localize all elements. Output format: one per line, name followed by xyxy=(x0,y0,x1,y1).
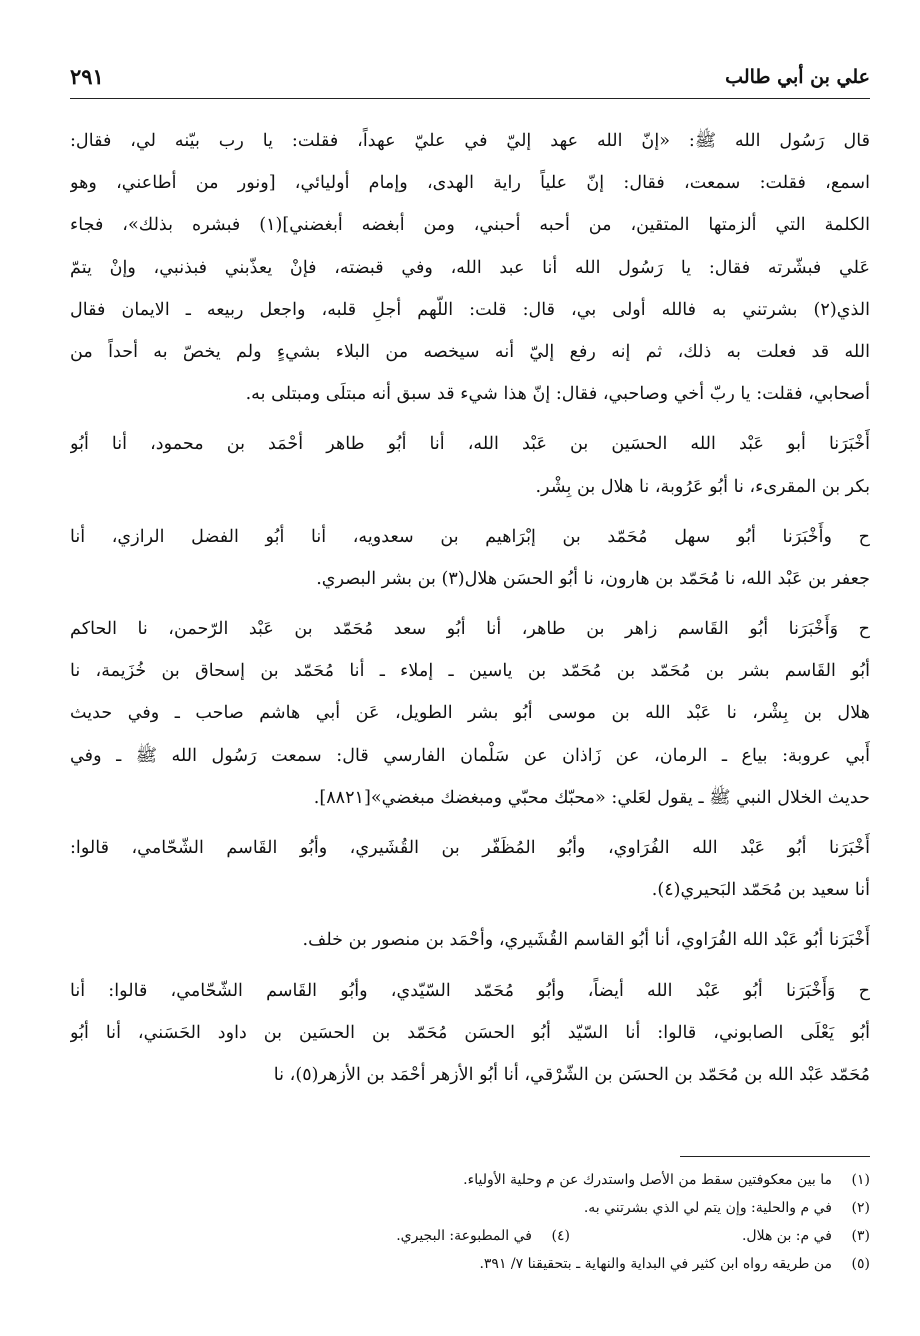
text-line: بكر بن المقرىء، نا أبُو عَرُوبة، نا هلال بن بِشْر. xyxy=(535,476,870,497)
footnote-number: (٤) xyxy=(551,1228,570,1244)
footnote-text: من طريقه رواه ابن كثير في البداية والنهاية ـ بتحقيقنا ٧/ ٣٩١. xyxy=(479,1256,832,1272)
text-line: قال رَسُول الله ﷺ: «إنّ الله عهد إليّ في عليّ عهداً، فقلت: يا رب بيّنه لي، فقال: xyxy=(70,131,870,151)
text-line: هلال بن بِشْر، نا عَبْد الله بن موسى أبُو بشر الطويل، عَن أبي هاشم صاحب ـ وفي حديث xyxy=(70,703,870,724)
text-line: جعفر بن عَبْد الله، نا مُحَمّد بن هارون، نا أبُو الحسَن هلال(٣) بن بشر البصري. xyxy=(316,568,870,589)
text-line: عَلي فبشّرته فقال: يا رَسُول الله أنا عبد الله، وفي قبضته، فإنْ يعذّبني فبذنبي، وإنْ يتمّ xyxy=(70,257,870,278)
text-line: أبُو القَاسم بشر بن مُحَمّد بن مُحَمّد بن ياسين ـ إملاء ـ أنا مُحَمّد بن إسحاق بن خُزَيمة، نا xyxy=(70,661,870,682)
text-line: ح وأَخْبَرَنا أبُو سهل مُحَمّد بن إبْرَاهيم بن سعدويه، أنا أبُو الفضل الرازي، أنا xyxy=(70,526,870,547)
text-line: أَخْبَرَنا أبُو عَبْد الله الفُرَاوي، وأبُو المُظَفّر بن القُشَيري، وأبُو القَاسم الشّحّامي، قالوا: xyxy=(70,838,870,858)
footnote xyxy=(70,1194,870,1222)
paragraph xyxy=(70,608,870,819)
paragraph xyxy=(70,970,870,1097)
text-line: أَبي عروبة: بياع ـ الرمان، عن زَاذان عن سَلْمان الفارسي قال: سمعت رَسُول الله ﷺ ـ وفي xyxy=(70,745,870,766)
paragraph xyxy=(70,919,870,961)
text-line: أَخْبَرَنا أبو عَبْد الله الحسَين بن عَبْد الله، أنا أبُو طاهر أحْمَد بن محمود، أنا أبُو xyxy=(70,434,870,455)
running-header xyxy=(70,58,870,99)
footnote-number: (١) xyxy=(851,1172,870,1188)
footnote-text: في المطبوعة: البجيري. xyxy=(396,1228,532,1244)
paragraph xyxy=(70,827,870,911)
text-line: اسمع، فقلت: سمعت، فقال: إنّ علياً راية الهدى، وإمام أوليائي، [ونور من أطاعني، وهو xyxy=(70,173,870,194)
footnote-number: (٣) xyxy=(851,1228,870,1244)
footnote-number: (٥) xyxy=(851,1256,870,1272)
paragraph xyxy=(70,120,870,415)
footnote xyxy=(70,1166,870,1194)
footnotes xyxy=(70,1166,870,1278)
text-line: مُحَمّد عَبْد الله بن مُحَمّد بن الحسَن بن الشّرْقي، أنا أبُو الأزهر أحْمَد بن الأزهر(٥)، نا xyxy=(273,1064,870,1085)
text-line: حديث الخلال النبي ﷺ ـ يقول لعَلي: «محبّك محبّي ومبغضك مبغضي»[٨٨٢١]. xyxy=(313,787,870,808)
text-line: أبُو يَعْلَى الصابوني، قالوا: أنا السّيّد أبُو الحسَن مُحَمّد بن الحسَين بن داود الحَسَني، أنا أبُو xyxy=(70,1022,870,1043)
paragraph xyxy=(70,423,870,507)
text-line: الكلمة التي ألزمتها المتقين، من أحبه أحبني، ومن أبغضه أبغضني](١) فبشره بذلك»، فجاء xyxy=(70,215,870,236)
main-text xyxy=(70,120,870,1104)
text-line: الذي(٢) بشرتني به فالله أولى بي، قال: قلت: اللّهم أجلِ قلبه، واجعل ربيعه ـ الايمان فقال xyxy=(70,299,870,320)
text-line: الله قد فعلت به ذلك، ثم إنه رفع إليّ أنه سيخصه من البلاء بشيءٍ ولم يخصّ به أحداً من xyxy=(70,341,870,362)
footnote xyxy=(396,1222,570,1250)
text-line: أَخْبَرَنا أبُو عَبْد الله الفُرَاوي، أنا أبُو القاسم القُشَيري، وأحْمَد بن منصور بن خلف. xyxy=(302,930,870,951)
footnote-divider xyxy=(680,1156,870,1157)
footnote-text: في م: بن هلال. xyxy=(741,1228,832,1244)
text-line: أنا سعيد بن مُحَمّد البَحيري(٤). xyxy=(651,880,870,901)
text-line: ح وَأَخْبَرَنا أبُو القَاسم زاهر بن طاهر، أنا أبُو سعد مُحَمّد بن عَبْد الرّحمن، نا الحاكم xyxy=(70,619,870,640)
footnote-text: ما بين معكوفتين سقط من الأصل واستدرك عن م وحلية الأولياء. xyxy=(463,1172,832,1188)
footnote-number: (٢) xyxy=(851,1200,870,1216)
paragraph xyxy=(70,516,870,600)
book-page xyxy=(70,48,870,1318)
header-title: علي بن أبي طالب xyxy=(725,66,870,88)
text-line: أصحابي، فقلت: يا ربّ أخي وصاحبي، فقال: إنّ هذا شيء قد سبق أنه مبتلَى ومبتلى به. xyxy=(245,384,870,405)
page-number: ٢٩١ xyxy=(70,64,104,89)
footnote xyxy=(70,1250,870,1278)
text-line: ح وَأَخْبَرَنا أبُو عَبْد الله أيضاً، وأبُو مُحَمّد السّيّدي، وأبُو القَاسم الشّحّامي، قالوا: أنا xyxy=(70,980,870,1001)
footnote xyxy=(70,1222,870,1250)
footnote-text: في م والحلية: وإن يتم لي الذي بشرتني به. xyxy=(583,1200,832,1216)
